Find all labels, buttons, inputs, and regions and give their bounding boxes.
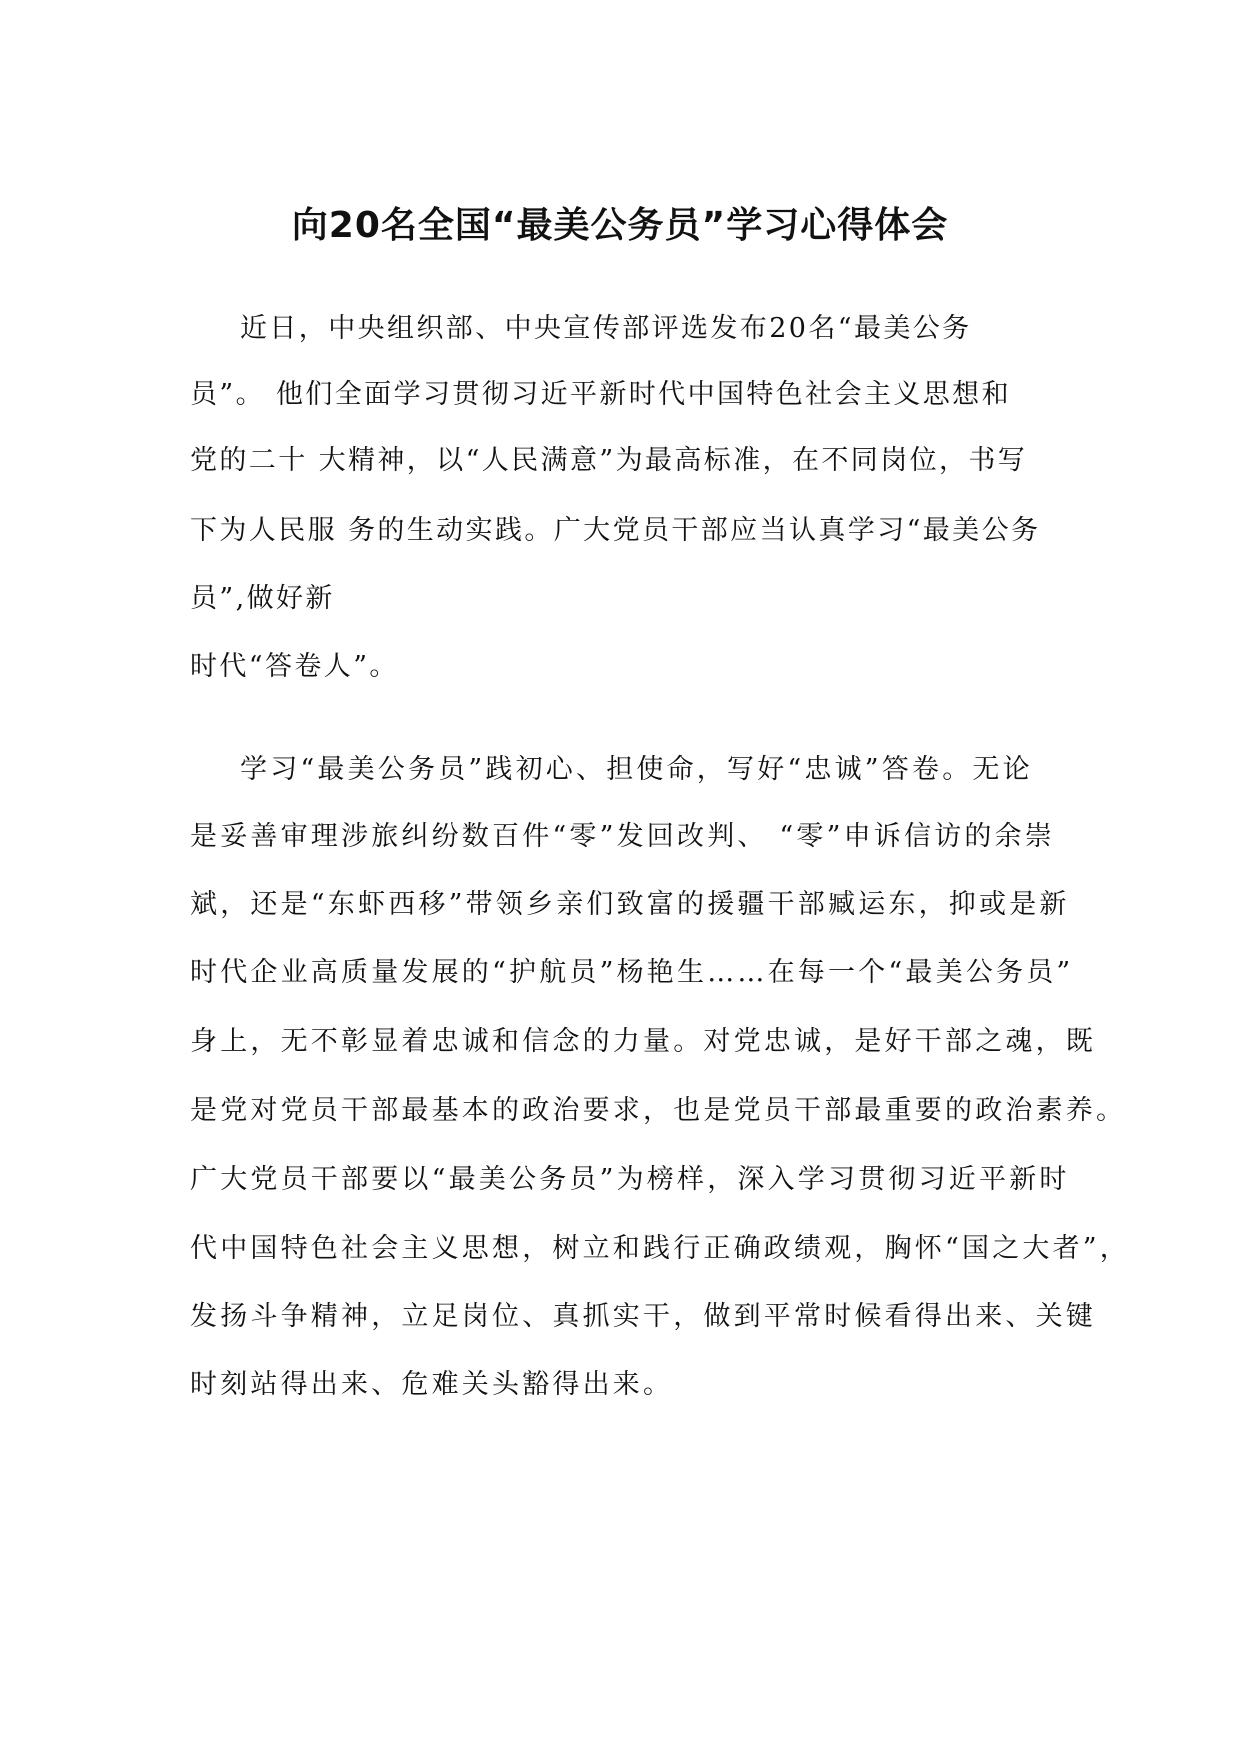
paragraph-line: 学习“最美公务员”践初心、担使命，写好“忠诚”答卷。无论	[240, 754, 1033, 785]
paragraph-line: 斌，还是“东虾西移”带领乡亲们致富的援疆干部臧运东，抑或是新	[190, 889, 1070, 920]
paragraph-line: 员”。 他们全面学习贯彻习近平新时代中国特色社会主义思想和	[190, 379, 1011, 410]
paragraph-line: 是党对党员干部最基本的政治要求，也是党员干部最重要的政治素养。	[190, 1095, 1127, 1126]
paragraph-line: 代中国特色社会主义思想，树立和践行正确政绩观，胸怀“国之大者”，	[190, 1233, 1131, 1264]
paragraph-line: 广大党员干部要以“最美公务员”为榜样，深入学习贯彻习近平新时	[190, 1164, 1070, 1195]
paragraph-line: 身上，无不彰显着忠诚和信念的力量。对党忠诚，是好干部之魂，既	[190, 1026, 1096, 1057]
paragraph-line: 下为人民服 务的生动实践。广大党员干部应当认真学习“最美公务	[190, 515, 1041, 546]
paragraph-line: 发扬斗争精神，立足岗位、真抓实干，做到平常时候看得出来、关键	[190, 1301, 1096, 1332]
paragraph-line: 党的二十 大精神，以“人民满意”为最高标准，在不同岗位，书写	[190, 445, 1028, 476]
paragraph-line: 员”,做好新	[190, 583, 335, 614]
paragraph-line: 时代企业高质量发展的“护航员”杨艳生……在每一个“最美公务员”	[190, 957, 1074, 988]
paragraph-line: 时刻站得出来、危难关头豁得出来。	[190, 1369, 674, 1400]
paragraph-line: 近日，中央组织部、中央宣传部评选发布20名“最美公务	[240, 313, 972, 344]
paragraph-line: 是妥善审理涉旅纠纷数百件“零”发回改判、 “零”申诉信访的余崇	[190, 821, 1055, 852]
page-title: 向20名全国“最美公务员”学习心得体会	[291, 205, 949, 246]
paragraph-line: 时代“答卷人”。	[190, 651, 399, 682]
